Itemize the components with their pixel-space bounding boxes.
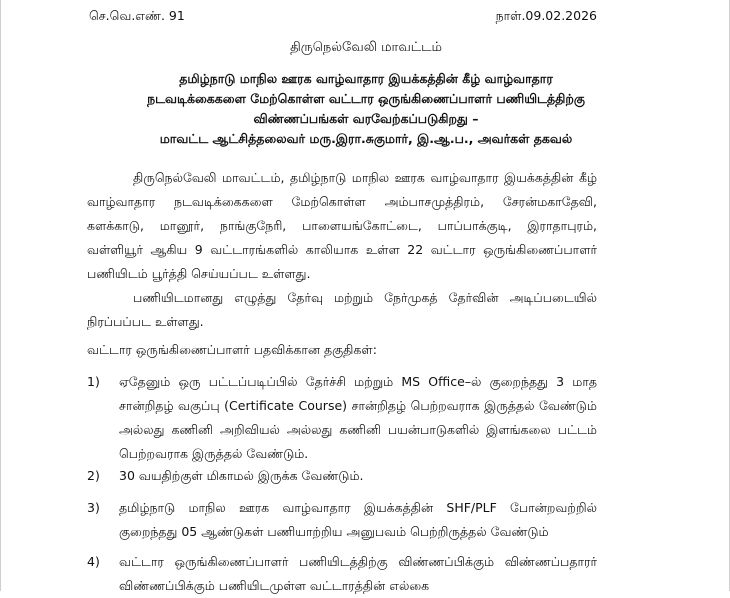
item-number: 2) bbox=[87, 468, 100, 483]
qualification-item bbox=[87, 496, 597, 544]
body-paragraph-vacancies: திருநெல்வேலி மாவட்டம், தமிழ்நாடு மாநில ஊரக வாழ்வாதார இயக்கத்தின் கீழ் வாழ்வாதார நடவடிக்கைகளை மேற்கொள்ள அம்பாசமுத்திரம், சேரன்மகாதேவி, களக்காடு, மானூர், நாங்குநேரி, பாளையங்கோட்டை, பாப்பாக்குடி, இராதாபுரம், வள்ளியூர் ஆகிய 9 வட்டாரங்களில் காலியாக உள்ள 22 வட்டார ஒருங்கிணைப்பாளர் பணியிடம் பூர்த்தி செய்யப்பட உள்ளது. bbox=[87, 170, 597, 281]
document-date: நாள்.09.02.2026 bbox=[495, 8, 597, 23]
qualification-item bbox=[87, 370, 597, 466]
title-line: விண்ணப்பங்கள் வரவேற்கப்படுகிறது – bbox=[253, 111, 479, 126]
qualifications-heading: வட்டார ஒருங்கிணைப்பாளர் பதவிக்கான தகுதிகள்: bbox=[87, 342, 377, 357]
reference-number: செ.வெ.எண். 91 bbox=[89, 8, 185, 23]
title-line: தமிழ்நாடு மாநில ஊரக வாழ்வாதார இயக்கத்தின் கீழ் வாழ்வாதார bbox=[179, 71, 553, 86]
item-text: தமிழ்நாடு மாநில ஊரக வாழ்வாதார இயக்கத்தின் SHF/PLF போன்றவற்றில் குறைந்தது 05 ஆண்டுகள் பணியாற்றிய அனுபவம் பெற்றிருத்தல் வேண்டும் bbox=[119, 500, 597, 539]
item-number: 1) bbox=[87, 374, 100, 389]
district-name: திருநெல்வேலி மாவட்டம் bbox=[290, 40, 442, 55]
item-text: ஏதேனும் ஒரு பட்டப்படிப்பில் தேர்ச்சி மற்றும் MS Office–ல் குறைந்தது 3 மாத சான்றிதழ் வகுப்பு (Certificate Course) சான்றிதழ் பெற்றவராக இருத்தல் வேண்டும் அல்லது கணினி அறிவியல் அல்லது கணினி பயன்பாடுகளில் இளங்கலை பட்டம் பெற்றவராக இருத்தல் வேண்டும். bbox=[119, 374, 597, 461]
body-paragraph-selection: பணியிடமானது எழுத்து தேர்வு மற்றும் நேர்முகத் தேர்வின் அடிப்படையில் நிரப்பப்பட உள்ளது. bbox=[87, 290, 597, 329]
title-line: மாவட்ட ஆட்சித்தலைவர் மரு.இரா.சுகுமார், இ.ஆ.ப., அவர்கள் தகவல் bbox=[159, 131, 573, 146]
item-text: 30 வயதிற்குள் மிகாமல் இருக்க வேண்டும். bbox=[119, 468, 364, 483]
item-number: 4) bbox=[87, 554, 100, 569]
item-text: வட்டார ஒருங்கிணைப்பாளர் பணியிடத்திற்கு விண்ணப்பிக்கும் விண்ணப்பதாரர் விண்ணப்பிக்கும் பணியிடமுள்ள வட்டாரத்தின் எல்கை bbox=[119, 554, 597, 593]
title-line: நடவடிக்கைகளை மேற்கொள்ள வட்டார ஒருங்கிணைப்பாளர் பணியிடத்திற்கு bbox=[147, 91, 585, 106]
press-release-title bbox=[61, 69, 671, 149]
item-number: 3) bbox=[87, 500, 100, 515]
qualification-item bbox=[87, 464, 597, 488]
